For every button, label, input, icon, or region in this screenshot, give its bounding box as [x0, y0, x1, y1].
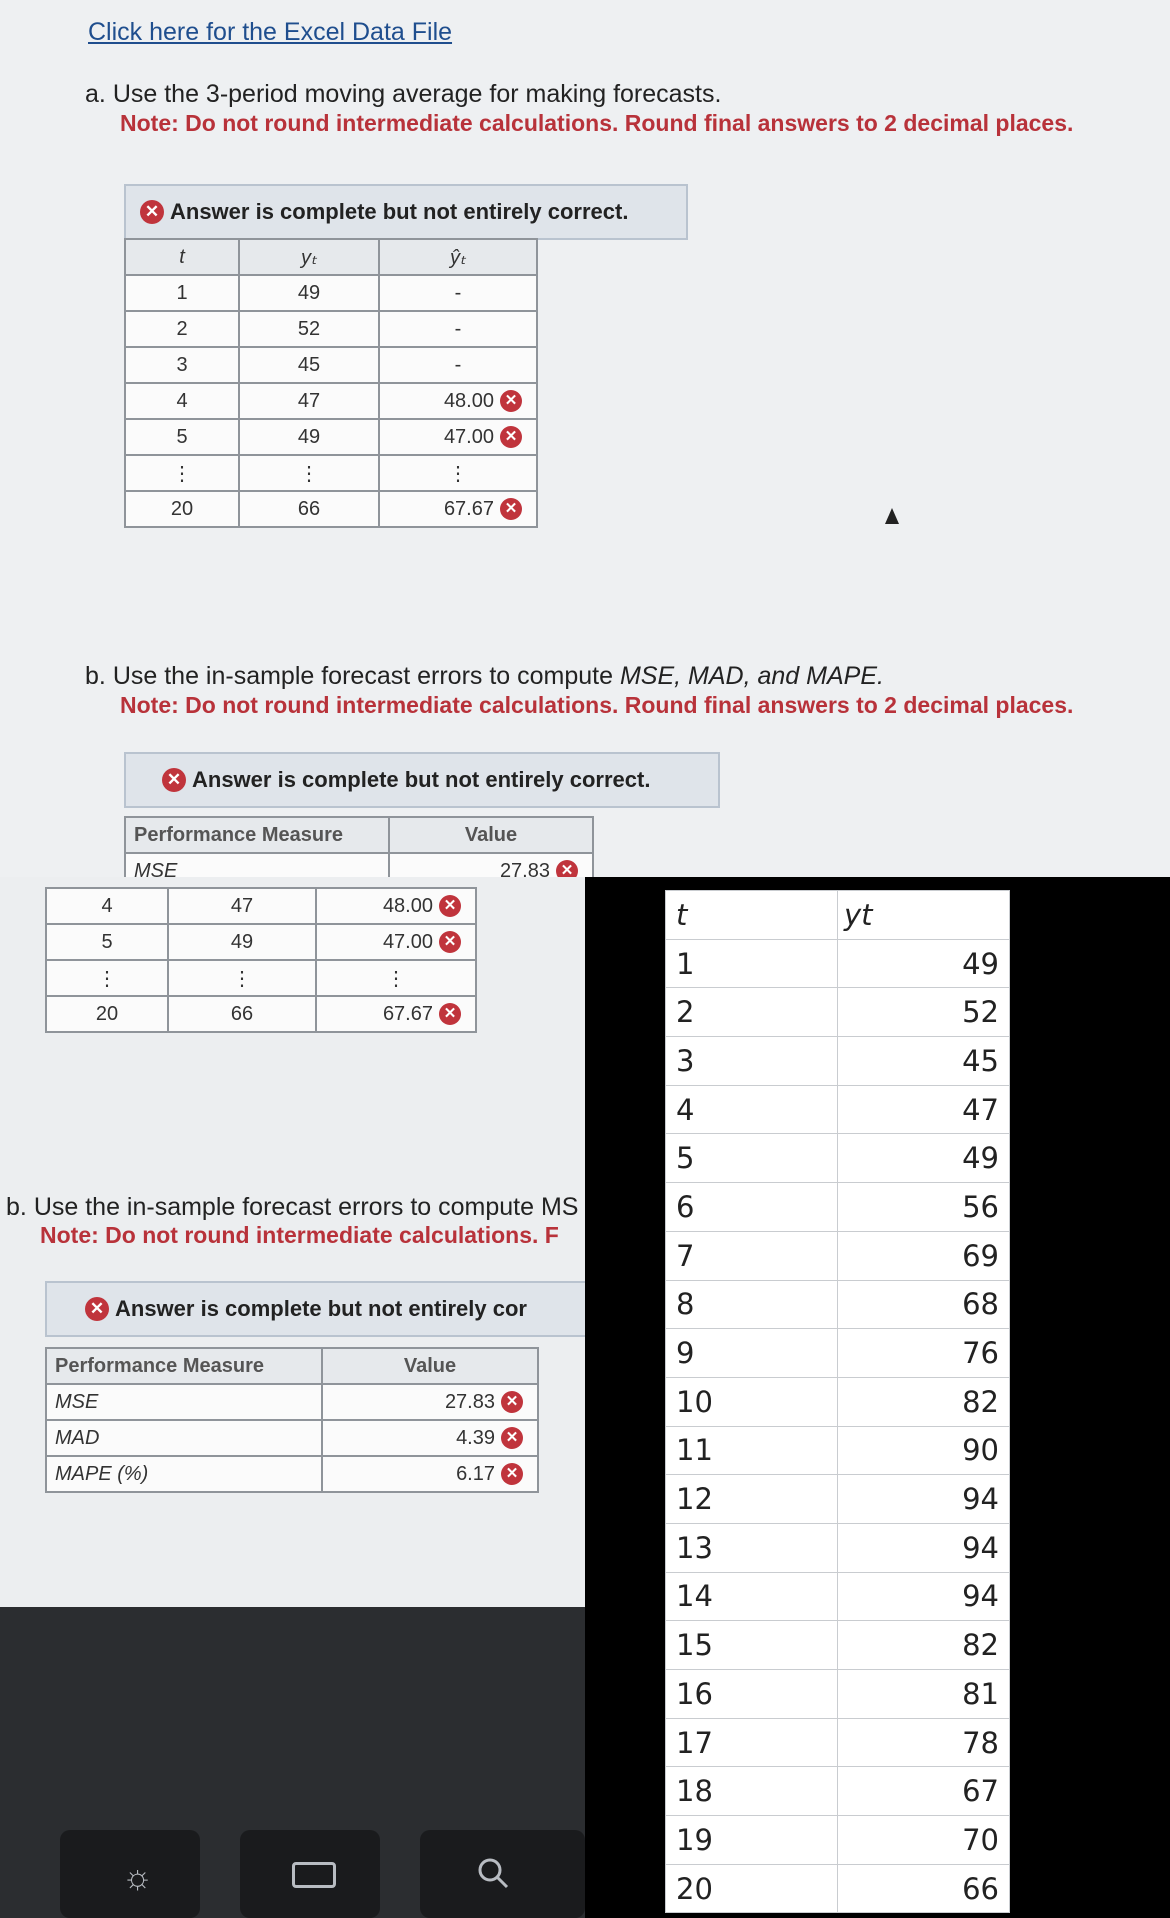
error-icon: ✕: [439, 931, 461, 953]
mission-control-icon: [292, 1862, 336, 1888]
top-photo-region: [0, 0, 1170, 877]
error-icon: ✕: [501, 1463, 523, 1485]
excel-data-link[interactable]: Click here for the Excel Data File: [88, 18, 453, 46]
excel-y-cell: 70: [838, 1816, 1010, 1865]
forecast-cell[interactable]: -: [379, 311, 537, 347]
forecast-cell[interactable]: [379, 383, 537, 419]
part-b-table: [45, 1347, 539, 1493]
forecast-cell[interactable]: [316, 996, 476, 1032]
part-b-text: Use the in-sample forecast errors to compute: [112, 662, 620, 690]
excel-t-cell: 9: [666, 1329, 838, 1378]
excel-t-cell: 16: [666, 1670, 838, 1719]
search-icon: [476, 1856, 510, 1899]
excel-row: [666, 1767, 1010, 1816]
part-b-note-cut: Note: Do not round intermediate calculations. F: [40, 1222, 559, 1248]
table-row: [125, 491, 537, 527]
excel-row: [666, 939, 1010, 988]
forecast-value: 67.67: [382, 1002, 433, 1025]
t-cell: 3: [125, 347, 239, 383]
header-yt: yₜ: [239, 239, 379, 275]
measure-value: 6.17: [456, 1462, 495, 1485]
table-row: [125, 383, 537, 419]
y-cell: 47: [168, 888, 316, 924]
excel-y-cell: 45: [838, 1037, 1010, 1086]
excel-row: [666, 1134, 1010, 1183]
part-b-terms: MSE, MAD, and MAPE.: [619, 662, 884, 690]
excel-y-cell: 76: [838, 1329, 1010, 1378]
table-row: [125, 275, 537, 311]
error-icon: ✕: [500, 426, 522, 448]
part-b-prefix: b.: [85, 662, 106, 690]
forecast-value: 47.00: [382, 930, 433, 953]
excel-row: [666, 1475, 1010, 1524]
excel-y-cell: 90: [838, 1426, 1010, 1475]
error-icon: ✕: [556, 860, 578, 877]
table-row: [46, 996, 476, 1032]
error-icon: ✕: [85, 1297, 109, 1321]
table-row: [125, 419, 537, 455]
excel-row: [666, 1572, 1010, 1621]
excel-row: [666, 1426, 1010, 1475]
excel-t-cell: 4: [666, 1085, 838, 1134]
excel-row: [666, 988, 1010, 1037]
y-cell: 52: [239, 311, 379, 347]
part-a-table: [124, 238, 538, 528]
table-row: [46, 1456, 538, 1492]
part-b-question-cut: [6, 1193, 578, 1222]
y-cell: 49: [239, 419, 379, 455]
measure-value: 27.83: [444, 1390, 495, 1413]
measure-name: MSE: [46, 1384, 322, 1420]
measure-value-cell[interactable]: [322, 1420, 538, 1456]
table-row: [46, 1420, 538, 1456]
excel-data-table: [665, 890, 1010, 1913]
part-b-banner-text: Answer is complete but not entirely correct.: [192, 767, 651, 792]
forecast-value: 67.67: [443, 497, 494, 520]
forecast-cell[interactable]: -: [379, 275, 537, 311]
excel-row: [666, 1621, 1010, 1670]
lower-photo-region: [0, 877, 585, 1607]
forecast-cell[interactable]: [316, 888, 476, 924]
measure-name: MAPE (%): [46, 1456, 322, 1492]
table-row: [125, 347, 537, 383]
y-cell: 66: [168, 996, 316, 1032]
y-cell: 47: [239, 383, 379, 419]
forecast-cell[interactable]: [379, 491, 537, 527]
excel-t-cell: 11: [666, 1426, 838, 1475]
header-t: t: [125, 239, 239, 275]
excel-header-t: t: [666, 891, 838, 940]
y-cell: 66: [239, 491, 379, 527]
y-cell: 49: [239, 275, 379, 311]
t-cell: 1: [125, 275, 239, 311]
part-b-banner: [124, 752, 720, 808]
table-row: [46, 924, 476, 960]
part-a-question: [85, 80, 721, 109]
table-row: [46, 1384, 538, 1420]
header-yhat: ŷₜ: [379, 239, 537, 275]
excel-y-cell: 47: [838, 1085, 1010, 1134]
y-cell: 49: [168, 924, 316, 960]
excel-row: [666, 1280, 1010, 1329]
error-icon: ✕: [500, 498, 522, 520]
excel-header-row: [666, 891, 1010, 940]
excel-t-cell: 1: [666, 939, 838, 988]
header-performance-measure: Performance Measure: [125, 817, 389, 853]
excel-y-cell: 82: [838, 1377, 1010, 1426]
part-a-text: Use the 3-period moving average for making forecasts.: [112, 80, 722, 108]
error-icon: ✕: [439, 895, 461, 917]
measure-name: MSE: [125, 853, 389, 877]
excel-y-cell: 82: [838, 1621, 1010, 1670]
header-value: Value: [389, 817, 593, 853]
excel-y-cell: 69: [838, 1231, 1010, 1280]
part-b-banner-text: Answer is complete but not entirely cor: [115, 1296, 527, 1321]
excel-row: [666, 1377, 1010, 1426]
excel-t-cell: 10: [666, 1377, 838, 1426]
part-b-note: Note: Do not round intermediate calculations. Round final answers to 2 decimal places.: [120, 692, 1074, 718]
y-cell: ⋮: [168, 960, 316, 996]
t-cell: 4: [46, 888, 168, 924]
measure-value-cell[interactable]: [322, 1456, 538, 1492]
excel-y-cell: 94: [838, 1572, 1010, 1621]
excel-row: [666, 1864, 1010, 1913]
excel-t-cell: 7: [666, 1231, 838, 1280]
t-cell: ⋮: [125, 455, 239, 491]
t-cell: 20: [46, 996, 168, 1032]
excel-t-cell: 14: [666, 1572, 838, 1621]
excel-y-cell: 52: [838, 988, 1010, 1037]
part-b-prefix: b.: [6, 1193, 27, 1221]
excel-t-cell: 20: [666, 1864, 838, 1913]
excel-y-cell: 78: [838, 1718, 1010, 1767]
mouse-cursor-icon: [885, 508, 899, 524]
part-b-banner-cut: [45, 1281, 585, 1337]
excel-t-cell: 8: [666, 1280, 838, 1329]
excel-row: [666, 1085, 1010, 1134]
excel-t-cell: 5: [666, 1134, 838, 1183]
measure-value-cell[interactable]: [389, 853, 593, 877]
header-performance-measure: Performance Measure: [46, 1348, 322, 1384]
excel-header-yt: yt: [838, 891, 1010, 940]
forecast-cell: ⋮: [379, 455, 537, 491]
excel-row: [666, 1718, 1010, 1767]
excel-y-cell: 68: [838, 1280, 1010, 1329]
excel-row: [666, 1037, 1010, 1086]
t-cell: 2: [125, 311, 239, 347]
part-a-table-partial: [45, 887, 477, 1033]
table-row: [125, 455, 537, 491]
part-a-banner-text: Answer is complete but not entirely correct.: [170, 199, 629, 224]
forecast-value: 48.00: [443, 389, 494, 412]
forecast-value: 47.00: [443, 425, 494, 448]
error-icon: ✕: [501, 1391, 523, 1413]
part-a-prefix: a.: [85, 80, 106, 108]
excel-y-cell: 81: [838, 1670, 1010, 1719]
excel-row: [666, 1670, 1010, 1719]
excel-row: [666, 1523, 1010, 1572]
part-b-text-cut: Use the in-sample forecast errors to compute MS: [33, 1193, 579, 1221]
excel-row: [666, 1183, 1010, 1232]
excel-t-cell: 17: [666, 1718, 838, 1767]
y-cell: ⋮: [239, 455, 379, 491]
excel-row: [666, 1329, 1010, 1378]
measure-name: MAD: [46, 1420, 322, 1456]
header-value: Value: [322, 1348, 538, 1384]
excel-y-cell: 49: [838, 1134, 1010, 1183]
excel-y-cell: 66: [838, 1864, 1010, 1913]
excel-y-cell: 94: [838, 1523, 1010, 1572]
t-cell: 5: [125, 419, 239, 455]
forecast-cell[interactable]: [316, 924, 476, 960]
forecast-cell[interactable]: [379, 419, 537, 455]
part-a-note: Note: Do not round intermediate calculations. Round final answers to 2 decimal places.: [120, 110, 1074, 136]
forecast-cell[interactable]: -: [379, 347, 537, 383]
part-b-question: [85, 662, 884, 691]
t-cell: 20: [125, 491, 239, 527]
excel-t-cell: 19: [666, 1816, 838, 1865]
measure-value: 4.39: [456, 1426, 495, 1449]
error-icon: ✕: [500, 390, 522, 412]
excel-t-cell: 18: [666, 1767, 838, 1816]
excel-t-cell: 2: [666, 988, 838, 1037]
part-b-table-top: [124, 816, 594, 877]
excel-y-cell: 56: [838, 1183, 1010, 1232]
excel-row: [666, 1231, 1010, 1280]
measure-value: 27.83: [499, 859, 550, 877]
brightness-icon: ☼: [122, 1858, 154, 1896]
excel-y-cell: 49: [838, 939, 1010, 988]
excel-t-cell: 13: [666, 1523, 838, 1572]
excel-row: [666, 1816, 1010, 1865]
excel-t-cell: 12: [666, 1475, 838, 1524]
error-icon: ✕: [140, 200, 164, 224]
excel-y-cell: 67: [838, 1767, 1010, 1816]
table-row: [46, 888, 476, 924]
t-cell: 5: [46, 924, 168, 960]
excel-y-cell: 94: [838, 1475, 1010, 1524]
t-cell: 4: [125, 383, 239, 419]
excel-t-cell: 6: [666, 1183, 838, 1232]
error-icon: ✕: [439, 1003, 461, 1025]
t-cell: ⋮: [46, 960, 168, 996]
excel-t-cell: 3: [666, 1037, 838, 1086]
table-row: [46, 960, 476, 996]
error-icon: ✕: [162, 768, 186, 792]
forecast-cell: ⋮: [316, 960, 476, 996]
y-cell: 45: [239, 347, 379, 383]
table-row: [125, 311, 537, 347]
forecast-value: 48.00: [382, 894, 433, 917]
measure-value-cell[interactable]: [322, 1384, 538, 1420]
excel-t-cell: 15: [666, 1621, 838, 1670]
error-icon: ✕: [501, 1427, 523, 1449]
part-a-banner: [124, 184, 688, 240]
table-row: [125, 853, 593, 877]
